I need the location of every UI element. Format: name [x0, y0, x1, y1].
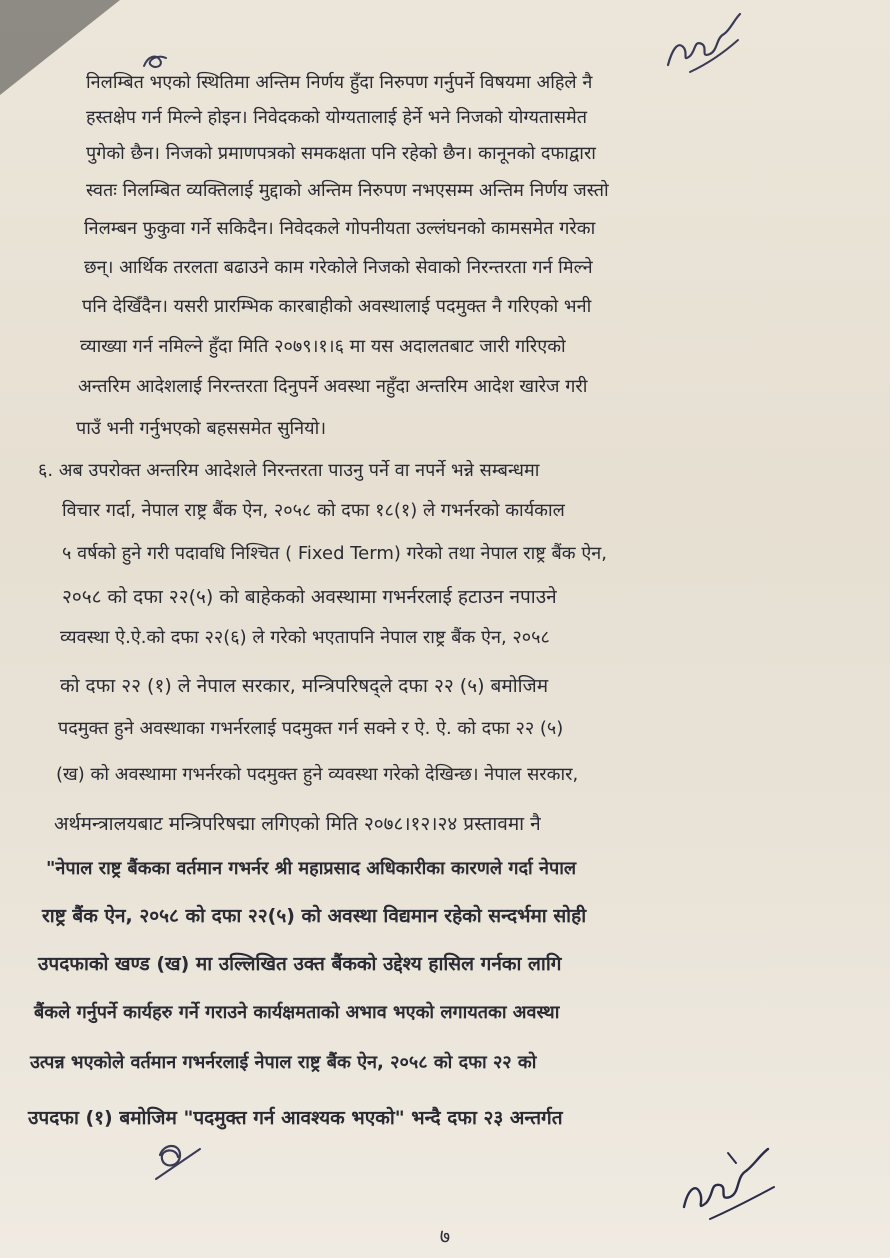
ink-mark-bottom-left — [150, 1135, 210, 1185]
text-line: को दफा २२ (१) ले नेपाल सरकार, मन्त्रिपरिषद्ले दफा २२ (५) बमोजिम — [60, 675, 549, 697]
text-line: छन्। आर्थिक तरलता बढाउने काम गरेकोले निजको सेवाको निरन्तरता गर्न मिल्ने — [84, 257, 593, 278]
text-line: हस्तक्षेप गर्न मिल्ने होइन। निवेदकको योग्यतालाई हेर्ने भने निजको योग्यतासमेत — [86, 107, 588, 128]
text-line: उपदफा (१) बमोजिम "पदमुक्त गर्न आवश्यक भएको" भन्दै दफा २३ अन्तर्गत — [28, 1107, 563, 1129]
text-line: २०५८ को दफा २२(५) को बाहेकको अवस्थामा गभर्नरलाई हटाउन नपाउने — [62, 586, 557, 608]
text-line: उत्पन्न भएकोले वर्तमान गभर्नरलाई नेपाल राष्ट्र बैंक ऐन, २०५८ को दफा २२ को — [30, 1052, 537, 1073]
text-line: पाउँ भनी गर्नुभएको बहससमेत सुनियो। — [76, 418, 327, 439]
text-line: ५ वर्षको हुने गरी पदावधि निश्चित ( Fixed Term) गरेको तथा नेपाल राष्ट्र बैंक ऐन, — [62, 543, 608, 564]
ink-mark-top-left — [140, 50, 170, 74]
signature-bottom-right — [670, 1145, 780, 1225]
text-line: पनि देखिँदैन। यसरी प्रारम्भिक कारबाहीको अवस्थालाई पदमुक्त नै गरिएको भनी — [82, 296, 592, 317]
text-line: विचार गर्दा, नेपाल राष्ट्र बैंक ऐन, २०५८ को दफा १८(१) ले गभर्नरको कार्यकाल — [62, 500, 565, 521]
text-line: राष्ट्र बैंक ऐन, २०५८ को दफा २२(५) को अवस्था विद्यमान रहेको सन्दर्भमा सोही — [42, 905, 587, 927]
page-number: ७ — [439, 1224, 451, 1248]
paragraph-6-start: ६. अब उपरोक्त अन्तरिम आदेशले निरन्तरता पाउनु पर्ने वा नपर्ने भन्ने सम्बन्धमा — [38, 460, 540, 481]
text-line: पुगेको छैन। निजको प्रमाणपत्रको समकक्षता पनि रहेको छैन। कानूनको दफाद्वारा — [86, 143, 596, 164]
text-line: बैंकले गर्नुपर्ने कार्यहरु गर्ने गराउने कार्यक्षमताको अभाव भएको लगायतका अवस्था — [34, 1002, 560, 1023]
text-line: "नेपाल राष्ट्र बैंकका वर्तमान गभर्नर श्री महाप्रसाद अधिकारीका कारणले गर्दा नेपाल — [46, 858, 577, 879]
signature-initials-top — [660, 10, 750, 80]
text-line: स्वतः निलम्बित व्यक्तिलाई मुद्दाको अन्तिम निरुपण नभएसम्म अन्तिम निर्णय जस्तो — [86, 180, 609, 201]
text-line: निलम्बित भएको स्थितिमा अन्तिम निर्णय हुँदा निरुपण गर्नुपर्ने विषयमा अहिले नै — [86, 72, 593, 93]
text-line: अर्थमन्त्रालयबाट मन्त्रिपरिषद्मा लगिएको मिति २०७८।१२।२४ प्रस्तावमा नै — [54, 813, 541, 835]
text-line: पदमुक्त हुने अवस्थाका गभर्नरलाई पदमुक्त गर्न सक्ने र ऐ. ऐ. को दफा २२ (५) — [58, 718, 564, 739]
text-line: व्यवस्था ऐ.ऐ.को दफा २२(६) ले गरेको भएतापनि नेपाल राष्ट्र बैंक ऐन, २०५८ — [60, 627, 550, 648]
text-line: अन्तरिम आदेशलाई निरन्तरता दिनुपर्ने अवस्था नहुँदा अन्तरिम आदेश खारेज गरी — [78, 376, 588, 397]
text-line: व्याख्या गर्न नमिल्ने हुँदा मिति २०७९।१।६ मा यस अदालतबाट जारी गरिएको — [80, 336, 566, 357]
text-line: निलम्बन फुकुवा गर्ने सकिदैन। निवेदकले गोपनीयता उल्लंघनको कामसमेत गरेका — [84, 218, 596, 239]
text-line: उपदफाको खण्ड (ख) मा उल्लिखित उक्त बैंकको उद्देश्य हासिल गर्नका लागि — [38, 953, 562, 975]
text-line: (ख) को अवस्थामा गभर्नरको पदमुक्त हुने व्यवस्था गरेको देखिन्छ। नेपाल सरकार, — [56, 764, 579, 785]
